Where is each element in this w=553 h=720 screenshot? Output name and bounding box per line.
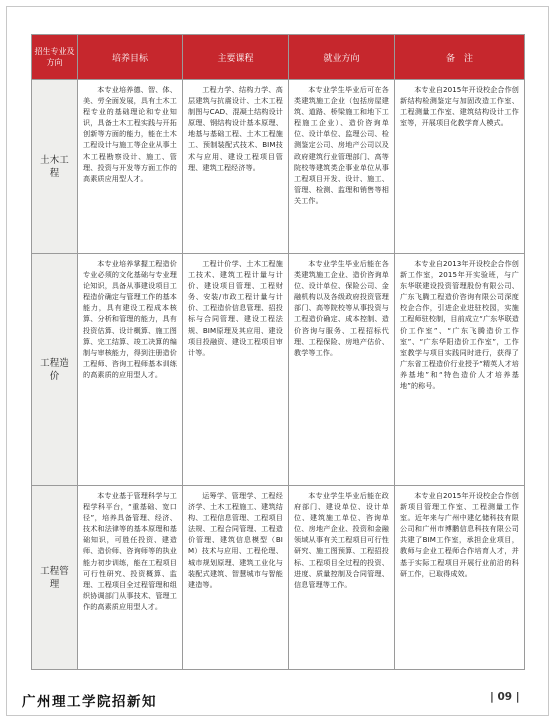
goal-cell	[78, 80, 183, 254]
major-cell: 工程管理	[32, 486, 78, 670]
goal-cell	[78, 486, 183, 670]
table-row	[32, 80, 525, 254]
major-cell: 工程造价	[32, 254, 78, 486]
notes-text: 本专业自2015年开设校企合作创新项目管理工作室、工程测量工作室。近年来与广州中建亿储科技有限公司和广州市博鹏信息科技有限公司共建了BIM工作室，承担企业项目，教师与企业工程师合作培育人才，并基于实际工程项目开展行业前沿的科研工作，已取得成效。	[400, 491, 519, 578]
header-notes: 备 注	[395, 35, 525, 80]
goal-text: 本专业培养德、智、体、美、劳全面发展，具有土木工程专业的基础理论和专业知识，具备土木工程实践与开拓创新等方面的能力，能在土木工程设计与施工等企业从事土木工程勘察设计、施工、管理、投资与开发等方面工作的高素质应用型人才。	[83, 85, 177, 183]
goal-text: 本专业培养掌握工程造价专业必须的文化基础与专业理论知识，具备从事建设项目工程造价确定与管理工作的基本能力，具有建设工程成本核算、分析和管理的能力，具有投资估算、设计概算、施工图算、完工结算、竣工决算的编制与审核能力，得到注册造价工程师、咨询工程师基本训练的高素质的应用型人才。	[83, 259, 177, 379]
courses-cell	[183, 486, 289, 670]
header-courses: 主要课程	[183, 35, 289, 80]
table-row	[32, 486, 525, 670]
header-goal: 培养目标	[78, 35, 183, 80]
employment-text: 本专业学生毕业后可在各类建筑施工企业（包括房屋建筑、道路、桥梁施工和地下工程施工企业）、造价咨询单位、设计单位、监理公司、检测鉴定公司、房地产公司以及政府建筑行业管理部门、高等院校等建筑类企事业单位从事工程项目开发、设计、施工、管理、检测、监理和销售等相关工作。	[294, 85, 389, 205]
employment-text: 本专业学生毕业后能在各类建筑施工企业、造价咨询单位、设计单位、保险公司、金融机构以及各级政府投资管理部门、高等院校等从事投资与工程造价确定、成本控制、造价咨询与服务、工程招标代理、工程保险、房地产估价、教学等工作。	[294, 259, 389, 357]
goal-text: 本专业基于管理科学与工程学科平台，“重基础、宽口径”，培养具备管理、经济、技术和法律等的基本原理和基础知识，可胜任投资、建造师、造价师、咨询师等的执业能力初步训练，能在工程项目可行性研究、投资概算、监理、工程项目全过程管理和组织协调部门从事技术、管理工作的高素质应用型人才。	[83, 491, 177, 611]
goal-cell	[78, 254, 183, 486]
employment-cell	[289, 486, 395, 670]
notes-cell	[395, 80, 525, 254]
courses-text: 运筹学、管理学、工程经济学、土木工程施工、建筑结构、工程信息管理、工程项目法规、工程合同管理、工程造价管理、建筑信息模型（BIM）技术与应用、工程伦理、城市规划原理、建筑工业化与装配式建筑、智慧城市与智能建造等。	[188, 491, 283, 589]
notes-cell	[395, 486, 525, 670]
header-major: 招生专业及方向	[32, 35, 78, 80]
table-header-row	[32, 35, 525, 80]
notes-text: 本专业自2015年开设校企合作创新结构检测鉴定与加固改造工作室、工程测量工作室、建筑结构设计工作室等，开展项目化教学育人模式。	[400, 85, 519, 128]
courses-cell	[183, 80, 289, 254]
notes-cell	[395, 254, 525, 486]
courses-text: 工程力学、结构力学、高层建筑与抗震设计、土木工程制图与CAD、混凝土结构设计原理、钢结构设计基本原理、地基与基础工程、土木工程施工、预制装配式技术、BIM技术与应用、建设工程项目管理、建筑工程经济等。	[188, 85, 283, 172]
table-row	[32, 254, 525, 486]
employment-text: 本专业学生毕业后能在政府部门、建设单位、设计单位、建筑施工单位、咨询单位、房地产企业、投资和金融领域从事有关工程项目可行性研究、施工图预算、工程招投标、工程项目全过程的投资、进度、质量控制及合同管理、信息管理等工作。	[294, 491, 389, 589]
notes-text: 本专业自2013年开设校企合作创新工作室，2015年开实验班，与广东华联建设投资管理股份有限公司、广东飞腾工程造价咨询有限公司深度校企合作，引进企业进驻校园，实施工程师驻校制，目前成立“广东华联造价工作室”、“广东飞腾造价工作室”、“广东华阳造价工作室”，工作室教学与项目实践同时进行，获得了广东省工程造价行业授予“精英人才培养基地”和“特色造价人才培养基地”的称号。	[400, 259, 519, 391]
employment-cell	[289, 254, 395, 486]
employment-cell	[289, 80, 395, 254]
program-table	[31, 34, 525, 670]
header-employment: 就业方向	[289, 35, 395, 80]
page-number: | 09 |	[490, 691, 520, 703]
major-cell: 土木工程	[32, 80, 78, 254]
courses-cell	[183, 254, 289, 486]
footer-brand: 广州理工学院招新知	[22, 694, 157, 710]
courses-text: 工程计价学、土木工程施工技术、建筑工程计量与计价、建设项目管理、工程财务、安装/市政工程计量与计价、工程造价信息管理、招投标与合同管理、建设工程法规、BIM原理及其应用、建设项目投融资、建设工程项目审计等。	[188, 259, 283, 357]
